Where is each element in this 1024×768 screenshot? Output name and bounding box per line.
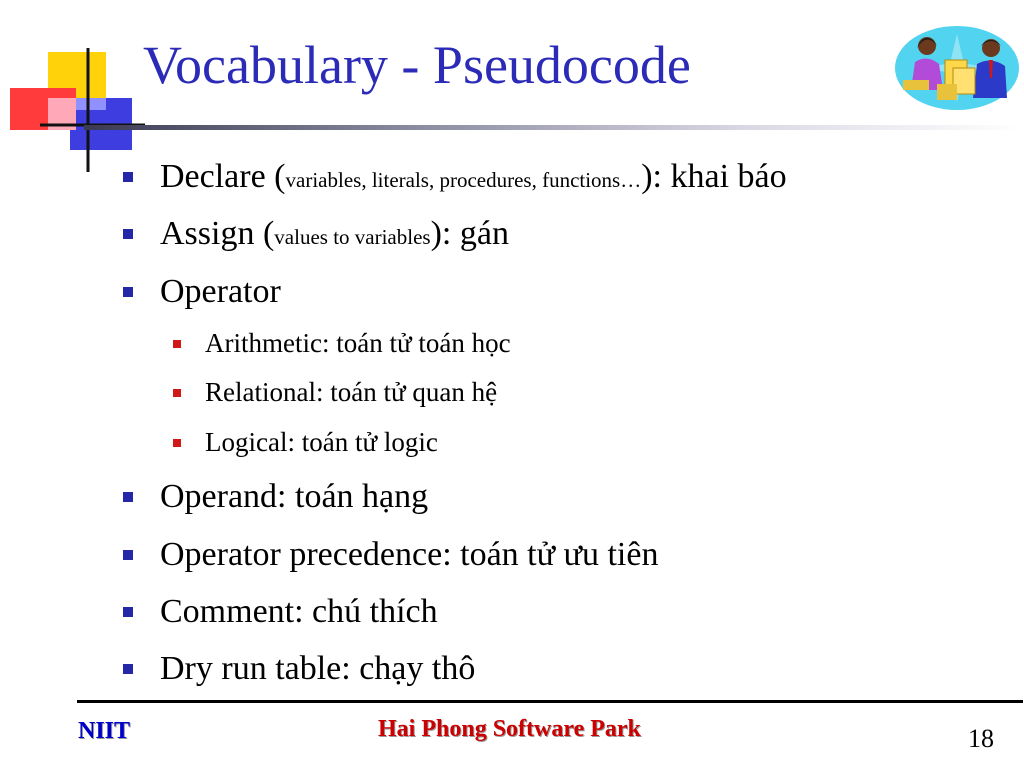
footer-divider — [77, 700, 1023, 703]
item-text: Operand: toán hạng — [160, 478, 429, 515]
square-bullet-icon — [123, 287, 133, 297]
title-divider — [84, 125, 1024, 130]
square-bullet-icon — [123, 607, 133, 617]
bullet-item-assign — [160, 214, 509, 257]
item-text: Dry run table: chạy thô — [160, 650, 476, 687]
bullet-item-operator-precedence — [160, 535, 658, 575]
bullet-item-comment — [160, 592, 438, 632]
bullet-item-operator — [160, 272, 281, 312]
item-text: Arithmetic: toán tử toán học — [205, 328, 511, 358]
bullet-item-declare — [160, 157, 787, 200]
business-people-clipart-icon — [893, 24, 1021, 112]
item-text: Operator — [160, 273, 281, 310]
bullet-item-operand — [160, 477, 428, 517]
page-number: 18 — [968, 724, 994, 753]
item-note: values to variables — [274, 225, 431, 249]
square-bullet-icon — [173, 340, 181, 348]
item-text-after: ): gán — [430, 215, 509, 252]
item-text: Assign ( — [160, 215, 275, 252]
sub-bullet-item-arithmetic — [205, 327, 511, 359]
item-text: Comment: chú thích — [160, 593, 438, 630]
square-bullet-icon — [123, 550, 133, 560]
sub-bullet-item-logical — [205, 426, 438, 458]
corner-squares-logo-icon — [0, 0, 150, 175]
sub-bullet-item-relational — [205, 376, 497, 408]
item-text-after: ): khai báo — [641, 158, 787, 195]
footer-brand: NIIT — [78, 718, 131, 744]
square-bullet-icon — [123, 172, 133, 182]
square-bullet-icon — [123, 664, 133, 674]
square-bullet-icon — [173, 389, 181, 397]
item-note: variables, literals, procedures, functions… — [285, 168, 642, 192]
slide-title: Vocabulary - Pseudocode — [143, 35, 691, 95]
square-bullet-icon — [123, 492, 133, 502]
bullet-item-dry-run-table — [160, 649, 475, 689]
item-text: Declare ( — [160, 158, 286, 195]
footer-organization: Hai Phong Software Park — [378, 716, 641, 742]
item-text: Operator precedence: toán tử ưu tiên — [160, 536, 659, 573]
square-bullet-icon — [123, 229, 133, 239]
square-bullet-icon — [173, 439, 181, 447]
item-text: Logical: toán tử logic — [205, 427, 438, 457]
item-text: Relational: toán tử quan hệ — [205, 377, 498, 407]
